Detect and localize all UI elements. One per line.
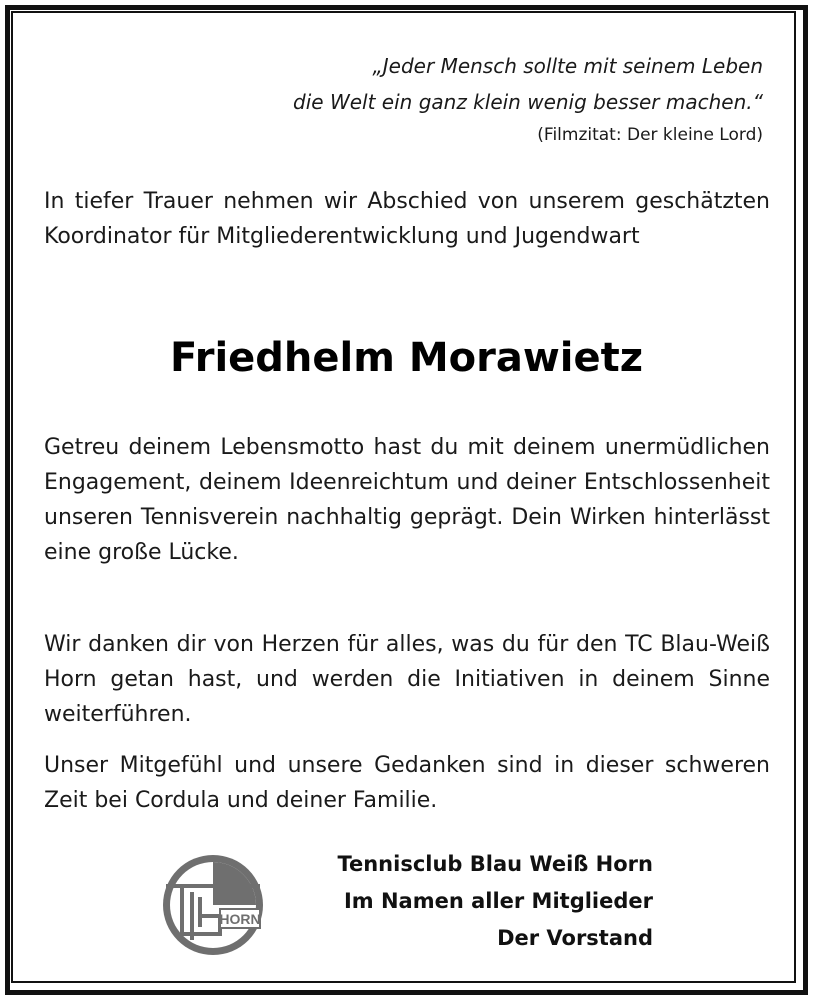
deceased-name: Friedhelm Morawietz <box>169 335 644 381</box>
signature-club: Tennisclub Blau Weiß Horn <box>337 852 653 876</box>
quote-source: (Filmzitat: Der kleine Lord) <box>537 125 763 145</box>
film-quote <box>293 48 763 150</box>
club-logo-icon <box>160 852 266 958</box>
signature-board: Der Vorstand <box>497 926 653 950</box>
quote-line-2: die Welt ein ganz klein wenig besser machen.“ <box>293 90 763 114</box>
paragraph-condolence: Unser Mitgefühl und unsere Gedanken sind in dieser schweren Zeit bei Cordula und deiner Familie. <box>44 753 770 813</box>
paragraph-thanks: Wir danken dir von Herzen für alles, was du für den TC Blau-Weiß Horn getan hast, und werden die Initiativen in deinem Sinne weiterführen. <box>44 632 770 727</box>
paragraph-tribute: Getreu deinem Lebensmotto hast du mit deinem unermüdlichen Engagement, deinem Ideenreichtum und deiner Entschlossenheit unseren Tennisverein nachhaltig geprägt. Dein Wirken hinterlässt eine große Lücke. <box>44 435 770 565</box>
quote-line-1: „Jeder Mensch sollte mit seinem Leben <box>372 54 763 78</box>
signature-block <box>337 846 653 957</box>
intro-text: In tiefer Trauer nehmen wir Abschied von unserem geschätzten Koordinator für Mitgliederentwicklung und Jugendwart <box>44 189 770 249</box>
signature-members: Im Namen aller Mitglieder <box>343 889 653 913</box>
logo-text: HORN <box>219 911 261 927</box>
